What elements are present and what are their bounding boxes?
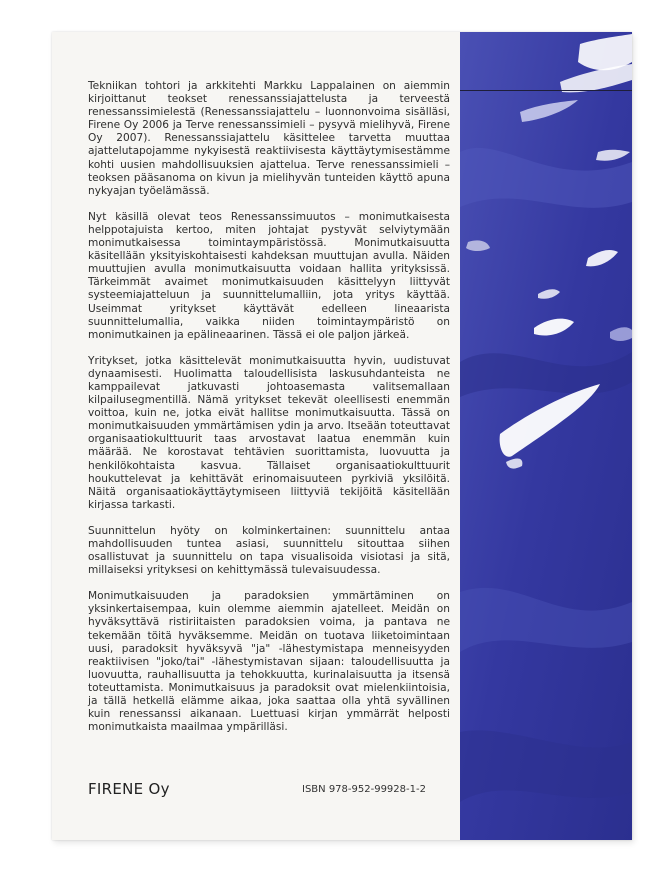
paragraph-book-intro: Nyt käsillä olevat teos Renessanssimuutos – monimutkaisesta helppotajuista kertoo, miten johtajat pystyvät selviytymään monimutkaisessa toimintaympäristössä. Monimutkaisuutta käsitellään yksityiskohtaisesti kahdeksan muuttujan avulla. Näiden muuttujien avulla monimutkaisuutta voidaan hallita yrityksissä. Tärkeimmät avaimet monimutkaisuuden käsittelyyn liittyvät systeemiajatteluun ja suunnittelumalliin, jota yritys käyttää. Useimmat yritykset käyttävät edelleen lineaarista suunnittelumallia, vaikka niiden toimintaympäristö on monimutkainen ja epälineaarinen. Tässä ei ole paljon järkeä. (88, 210, 450, 341)
isbn-number: ISBN 978-952-99928-1-2 (302, 784, 426, 795)
paragraph-companies: Yritykset, jotka käsittelevät monimutkaisuutta hyvin, uudistuvat dynaamisesti. Huolimatta taloudellisista laskusuhdanteista ne kamppailevat jatkuvasti johtoasemasta valitsemallaan kilpailusegmentillä. Nämä yritykset tekevät oleellisesti enemmän voittoa, kuin ne, jotka eivät hallitse monimutkaisuutta. Tässä on monimutkaisuuden ymmärtämisen ydin ja arvo. Itseään toteuttavat organisaatiokulttuurit taas arvostavat laatua enemmän kuin määrää. Ne korostavat tehtävien suorittamista, luovuutta ja henkilökohtaista kasvua. Tällaiset organisaatiokulttuurit houkuttelevat ja kehittävät erinomaisuuteen pyrkiviä yksilöitä. Näitä organisaatiokäyttäytymiseen liittyviä tekijöitä käsitellään kirjassa tarkasti. (88, 354, 450, 511)
top-rule-line (460, 90, 632, 91)
paragraph-planning: Suunnittelun hyöty on kolminkertainen: suunnittelu antaa mahdollisuuden tuntea asiasi, suunnittelu sitouttaa siihen osallistuvat ja suunnittelu on tapa visualisoida visiotasi ja sitä, millaiseksi yrityksesi on kehittymässä tulevaisuudessa. (88, 524, 450, 577)
paragraph-paradoxes: Monimutkaisuuden ja paradoksien ymmärtäminen on yksinkertaisempaa, kuin olemme aiemmin ajatelleet. Meidän on hyväksyttävä ristiriitaisten paradoksien voima, ja pantava ne tekemään töitä hyväksemme. Meidän on tuotava liiketoimintaan uusi, paradoksit hyväksyvä "ja" -lähestymistapa menneisyyden reaktiivisen "joko/tai" -lähestymistavan sijaan: taloudellisuutta ja luovuutta, rauhallisuutta ja tehokkuutta, kurinalaisuutta ja itsensä toteuttamista. Monimutkaisuus ja paradoksit ovat mielenkiintoisia, ja tällä hetkellä elämme aikaa, joka saattaa olla yhtä syvällinen kuin renessanssi aikanaan. Luettuasi kirjan ymmärrät helposti monimutkaista maailmaa ympärilläsi. (88, 590, 450, 734)
painted-texture (460, 32, 632, 840)
paragraph-author: Tekniikan tohtori ja arkkitehti Markku Lappalainen on aiemmin kirjoittanut teokset renessanssiajattelusta ja terveestä renessanssimielestä (Renessanssiajattelu – luonnonvoima sisälläsi, Firene Oy 2006 ja Terve renessanssimieli – pysyvä mielihyvä, Firene Oy 2007). Renessanssiajattelu käsittelee tarvetta muuttaa ajattelutapojamme nykyisestä reaktiivisesta käyttäytymisestämme kohti uusien mahdollisuuksien ajattelua. Terve renessanssimieli –teoksen pääsanoma on kivun ja mielihyvän tunteiden käyttö apuna nykyajan työelämässä. (88, 80, 450, 197)
book-back-cover (52, 32, 632, 840)
publisher-name: FIRENE Oy (88, 780, 170, 798)
blurb-text (88, 80, 450, 747)
blue-art-panel (460, 32, 632, 840)
